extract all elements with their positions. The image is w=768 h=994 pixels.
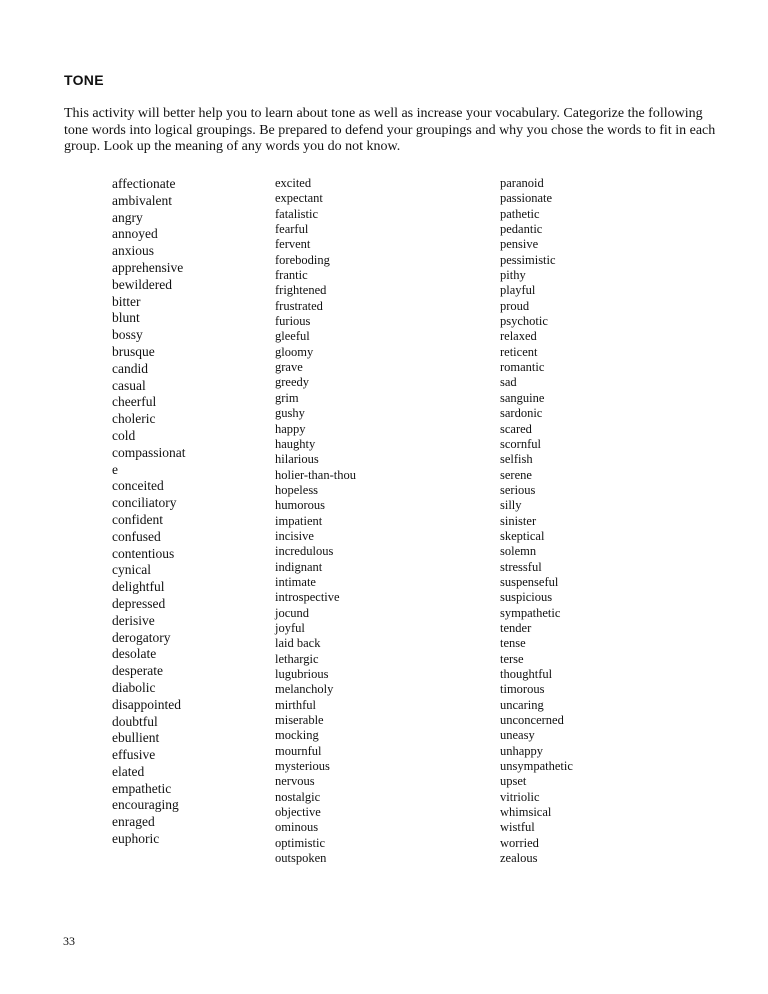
tone-word: fervent (275, 237, 311, 252)
tone-word: pedantic (500, 222, 543, 237)
tone-word: greedy (275, 375, 310, 390)
tone-word: excited (275, 176, 312, 190)
tone-word: nervous (275, 774, 315, 789)
tone-word: sympathetic (500, 605, 561, 620)
word-column-1 (112, 176, 186, 848)
tone-word: uneasy (500, 728, 535, 743)
tone-word: cynical (112, 562, 151, 578)
tone-word: candid (112, 360, 148, 376)
tone-word: haughty (275, 436, 316, 451)
tone-word: indignant (275, 559, 323, 574)
tone-word: brusque (112, 343, 155, 359)
tone-word: hilarious (275, 452, 319, 467)
tone-word: sanguine (500, 390, 545, 405)
tone-word: tender (500, 620, 532, 635)
tone-word: sad (500, 375, 517, 390)
tone-word: joyful (275, 620, 305, 635)
tone-word: delightful (112, 579, 165, 595)
tone-word: optimistic (275, 835, 325, 850)
tone-word: miserable (275, 713, 324, 728)
tone-word: proud (500, 298, 530, 313)
tone-word: upset (500, 774, 527, 789)
tone-word: nostalgic (275, 789, 321, 804)
tone-word: holier-than-thou (275, 467, 356, 482)
tone-word: relaxed (500, 329, 537, 344)
tone-word: serious (500, 482, 536, 497)
tone-word: grim (275, 390, 299, 405)
tone-word: worried (500, 835, 539, 850)
tone-word: serene (500, 467, 532, 482)
tone-word: zealous (500, 851, 538, 866)
tone-word: disappointed (112, 696, 181, 712)
tone-word: lethargic (275, 651, 319, 666)
tone-word: suspicious (500, 590, 553, 605)
tone-word: bossy (112, 327, 143, 343)
tone-word: fearful (275, 222, 309, 237)
tone-word: derisive (112, 612, 155, 628)
tone-word: mocking (275, 728, 319, 743)
tone-word: sinister (500, 513, 537, 528)
tone-word: thoughtful (500, 667, 553, 681)
tone-word: doubtful (112, 713, 158, 729)
tone-word: incisive (275, 528, 314, 543)
tone-word: choleric (112, 411, 156, 427)
tone-word: grave (275, 360, 303, 375)
tone-word: ebullient (112, 730, 160, 746)
tone-word: bewildered (112, 276, 172, 292)
tone-word: objective (275, 805, 321, 820)
tone-word: psychotic (500, 314, 548, 329)
tone-word: silly (500, 498, 522, 513)
tone-word: ambivalent (112, 192, 172, 208)
tone-word: angry (112, 209, 143, 225)
tone-word: whimsical (500, 805, 552, 820)
tone-word: pathetic (500, 206, 540, 221)
tone-word: terse (500, 651, 524, 666)
tone-word: euphoric (112, 831, 160, 847)
tone-word: romantic (500, 360, 545, 375)
tone-word: confused (112, 528, 161, 544)
tone-word: selfish (500, 452, 533, 467)
tone-word: timorous (500, 682, 545, 697)
tone-word: stressful (500, 559, 542, 574)
tone-word: frightened (275, 283, 327, 298)
page-number: 33 (63, 934, 75, 948)
tone-word: vitriolic (500, 789, 540, 804)
word-column-2 (275, 176, 356, 866)
tone-word: solemn (500, 544, 537, 559)
tone-word: empathetic (112, 780, 172, 796)
tone-word: cold (112, 427, 136, 443)
tone-word: reticent (500, 344, 538, 359)
tone-word: passionate (500, 191, 553, 206)
tone-word: pithy (500, 268, 526, 283)
tone-word: impatient (275, 513, 323, 528)
tone-word: derogatory (112, 629, 171, 645)
tone-word: outspoken (275, 851, 327, 866)
tone-word: frustrated (275, 298, 323, 313)
tone-word: gleeful (275, 329, 310, 344)
tone-word: anxious (112, 243, 154, 259)
tone-word: wistful (500, 820, 535, 835)
word-column-3 (500, 176, 573, 866)
tone-word: lugubrious (275, 667, 329, 681)
tone-word: depressed (112, 595, 166, 611)
tone-word: desperate (112, 663, 163, 679)
tone-word: apprehensive (112, 259, 184, 275)
tone-word: melancholy (275, 682, 334, 697)
tone-word: contentious (112, 545, 175, 561)
tone-word: tense (500, 636, 526, 651)
tone-word: diabolic (112, 679, 156, 695)
intro-paragraph: This activity will better help you to learn about tone as well as increase your vocabulary. Categorize the following tone words into logical groupings. Be prepared to defend your groupings and why you chose the words to fit in each group. Look up the meaning of any words you do not know. (64, 106, 716, 154)
tone-word: gushy (275, 406, 305, 421)
tone-word: uncaring (500, 697, 544, 712)
tone-word: suspenseful (500, 574, 559, 589)
tone-word: unhappy (500, 743, 544, 758)
tone-word: expectant (275, 191, 323, 206)
tone-word: pessimistic (500, 252, 556, 267)
tone-word: laid back (275, 636, 321, 651)
tone-word: ominous (275, 820, 319, 835)
tone-word: scared (500, 421, 532, 436)
tone-word: incredulous (275, 544, 334, 559)
tone-word: mournful (275, 743, 322, 758)
tone-word: cheerful (112, 394, 157, 410)
tone-word: conciliatory (112, 495, 177, 511)
tone-word: paranoid (500, 176, 544, 190)
tone-word: foreboding (275, 252, 330, 267)
tone-word: gloomy (275, 344, 314, 359)
tone-word: compassionat (112, 444, 186, 460)
tone-word: casual (112, 377, 146, 393)
tone-word: e (112, 461, 118, 477)
tone-word: happy (275, 421, 306, 436)
tone-word: mirthful (275, 697, 316, 712)
tone-word: unconcerned (500, 713, 564, 728)
tone-word: effusive (112, 747, 156, 763)
tone-word: scornful (500, 436, 541, 451)
tone-word: elated (112, 763, 145, 779)
tone-word: furious (275, 314, 311, 329)
tone-word: conceited (112, 478, 164, 494)
tone-word: intimate (275, 574, 316, 589)
tone-word: unsympathetic (500, 759, 573, 774)
tone-word: sardonic (500, 406, 543, 421)
tone-word: affectionate (112, 176, 176, 191)
tone-word: blunt (112, 310, 140, 326)
tone-word: introspective (275, 590, 340, 605)
page-title: TONE (64, 72, 104, 88)
tone-word: mysterious (275, 759, 330, 774)
tone-word: playful (500, 283, 536, 298)
tone-word: fatalistic (275, 206, 319, 221)
tone-word: encouraging (112, 797, 179, 813)
tone-word: skeptical (500, 528, 545, 543)
tone-word: annoyed (112, 226, 158, 242)
tone-word: desolate (112, 646, 157, 662)
tone-word: confident (112, 511, 163, 527)
tone-word: bitter (112, 293, 141, 309)
tone-word: jocund (275, 605, 310, 620)
tone-word: pensive (500, 237, 539, 252)
tone-word: frantic (275, 268, 308, 283)
tone-word: hopeless (275, 482, 319, 497)
tone-word: humorous (275, 498, 325, 513)
tone-word: enraged (112, 814, 155, 830)
